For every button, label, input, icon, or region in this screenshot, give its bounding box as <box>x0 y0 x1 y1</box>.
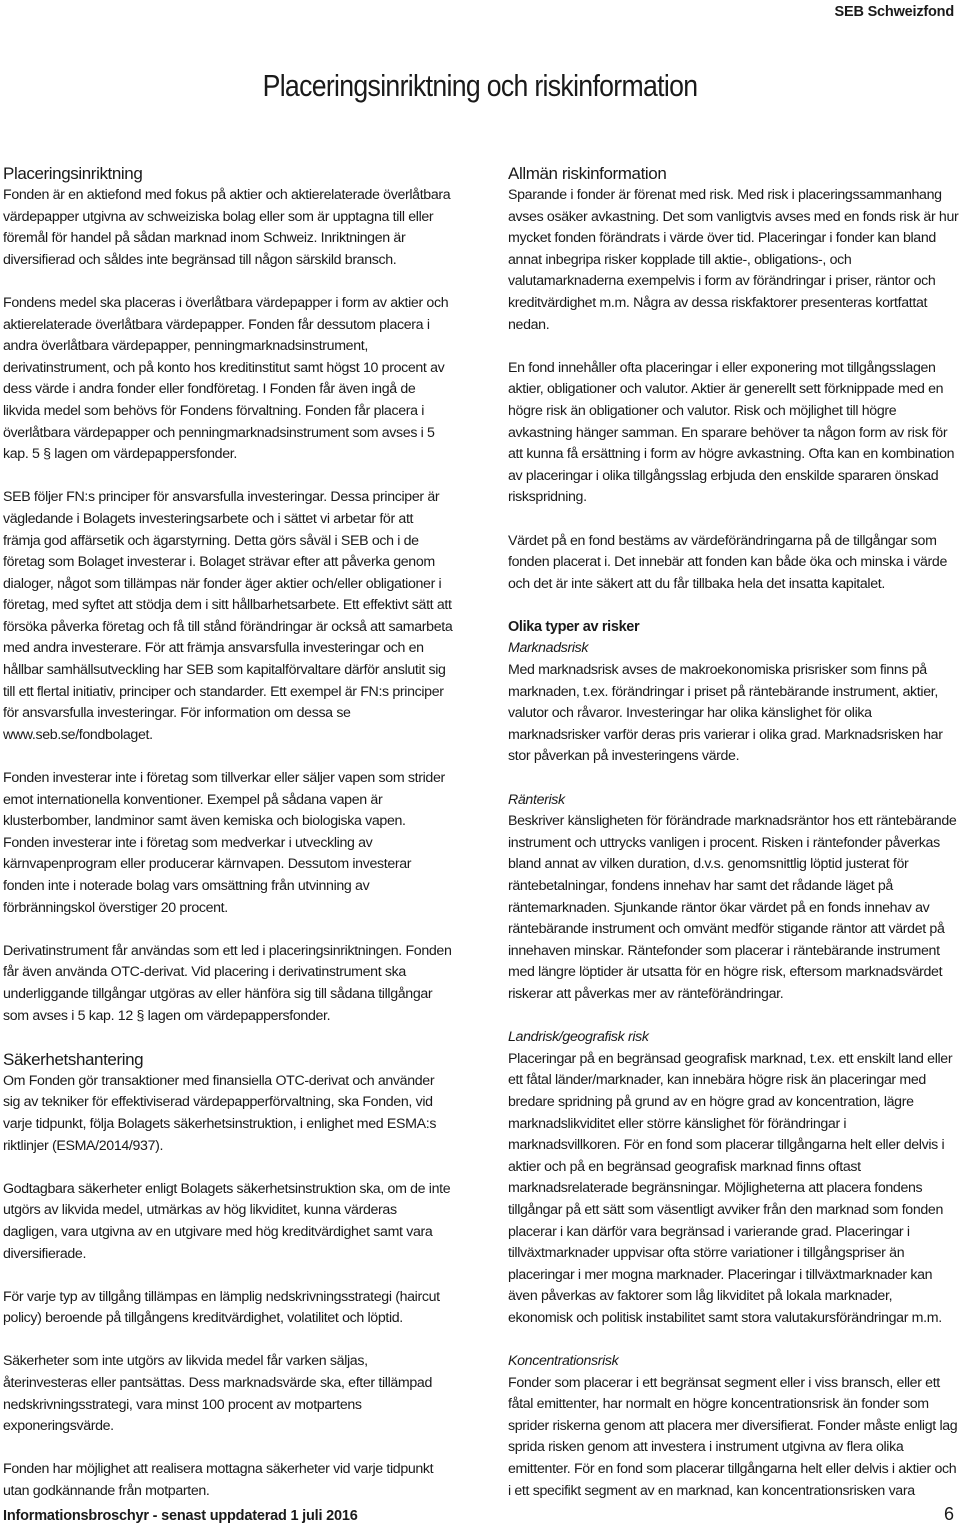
right-column <box>508 163 960 1502</box>
subheading-koncentrationsrisk: Koncentrationsrisk <box>508 1353 619 1370</box>
subheading-marknadsrisk: Marknadsrisk <box>508 640 589 657</box>
paragraph: Med marknadsrisk avses de makroekonomiska prisrisker som finns på marknaden, t.ex. förändringar i priset på räntebärande instrument, aktier, valutor och råvaror. Investeringar har olika känslighet för olika marknadsrisker varför deras pris varierar i olika grad. Marknadsrisken har stor påverkan på investeringens värde. <box>508 662 943 765</box>
paragraph: Sparande i fonder är förenat med risk. Med risk i placeringssammanhang avses osäker avkastning. Det som vanligtvis avses med en fonds risk är hur mycket fonden förändrats i värde över tid. Placeringar i fonder kan bland annat inbegripa risker kopplade till aktie-, obligations-, och valutamarknaderna exempelvis i form av förändringar i priser, räntor och kreditvärdighet m.m. Några av dessa riskfaktorer presenteras kortfattat nedan. <box>508 187 959 333</box>
heading-olika-typer-av-risker: Olika typer av risker <box>508 618 640 635</box>
paragraph: Godtagbara säkerheter enligt Bolagets säkerhetsinstruktion ska, om de inte utgörs av likvida medel, utmärkas av hög likviditet, kunna värderas dagligen, vara utgivna av en utgivare med hög kreditvärdighet samt vara diversifierade. <box>3 1180 451 1262</box>
paragraph: Fonden är en aktiefond med fokus på aktier och aktierelaterade överlåtbara värdepapper utgivna av schweiziska bolag eller som är upptagna till eller föremål för handel på sådan marknad inom Schweiz. Inriktningen är diversifierad och såldes inte begränsad till någon särskild bransch. <box>3 187 451 268</box>
page-title: Placeringsinriktning och riskinformation <box>262 68 698 103</box>
paragraph: Fondens medel ska placeras i överlåtbara värdepapper i form av aktier och aktierelaterade överlåtbara värdepapper. Fonden får dessutom placera i andra överlåtbara värdepapper, penningmarknadsinstrument, derivatinstrument, och på konto hos kreditinstitut samt högst 10 procent av dess värde i andra fonder eller fondföretag. I Fonden får även ingå de likvida medel som behövs för Fondens förvaltning. Fonden får placera i överlåtbara värdepapper och penningmarknadsinstrument som avses i 5 kap. 5 § lagen om värdepappersfonder. <box>3 294 449 463</box>
paragraph: Derivatinstrument får användas som ett led i placeringsinriktningen. Fonden får även använda OTC-derivat. Vid placering i derivatinstrument ska underliggande tillgångar utgöras av eller hänföra sig till sådana tillgångar som avses i 5 kap. 12 § lagen om värdepappersfonder. <box>3 942 452 1024</box>
paragraph: Fonder som placerar i ett begränsat segment eller i viss bransch, eller ett fåtal emittenter, har normalt en högre koncentrationsrisk än fonder som sprider riskerna genom att placera mer diversifierat. Fonder måste enligt lag sprida risken genom att investera i instrument utgivna av flera olika emittenter. För en fond som placerar tillgångarna helt eller delvis i aktier och i ett specifikt segment av en marknad, kan koncentrationsrisken vara <box>508 1374 958 1499</box>
heading-sakerhetshantering: Säkerhetshantering <box>3 1049 144 1069</box>
paragraph: Värdet på en fond bestäms av värdeförändringarna på de tillgångar som fonden placerat i. Det innebär att fonden kan både öka och minska i värde och det är inte säkert att du får tillbaka hela det insatta kapitalet. <box>508 532 947 592</box>
page-number: 6 <box>943 1504 954 1524</box>
brand-name: SEB Schweizfond <box>834 4 954 20</box>
paragraph: Om Fonden gör transaktioner med finansiella OTC-derivat och använder sig av tekniker för effektiviserad värdepapperförvaltning, ska Fonden, vid varje tidpunkt, följa Bolagets säkerhetsinstruktion, i enlighet med ESMA:s riktlinjer (ESMA/2014/937). <box>3 1072 437 1154</box>
paragraph: Säkerheter som inte utgörs av likvida medel får varken säljas, återinvesteras eller pantsättas. Dess marknadsvärde ska, efter tillämpad nedskrivningsstrategi, vara minst 100 procent av motpartens exponeringsvärde. <box>3 1353 433 1435</box>
paragraph: Fonden investerar inte i företag som tillverkar eller säljer vapen som strider emot internationella konventioner. Exempel på sådana vapen är klusterbomber, landminor samt även kemiska och biologiska vapen. Fonden investerar inte i företag som medverkar i utveckling av kärnvapenprogram eller producerar kärnvapen. Dessutom investerar fonden inte i noterade bolag vars omsättning från utvinning av förbränningskol överstiger 20 procent. <box>3 770 445 916</box>
heading-placeringsinriktning: Placeringsinriktning <box>3 164 143 183</box>
subheading-landrisk: Landrisk/geografisk risk <box>508 1029 649 1046</box>
paragraph: SEB följer FN:s principer för ansvarsfulla investeringar. Dessa principer är vägledande i Bolagets investeringsarbete och i sättet vi arbetar för att främja god affärsetik och ägarstyrning. Detta görs såväl i SEB och i de företag som Bolaget investerar i. Bolaget strävar efter att påverka genom dialoger, något som tillämpas när fonder äger aktier och/eller obligationer i företag, med syftet att stödja dem i sitt hållbarhetsarbete. Ett effektivt sätt att försöka påverka företag och få till stånd förändringar är också att samarbeta med andra investerare. För att främja ansvarsfulla investeringar och en hållbar samhällsutveckling har SEB som kapitalförvaltare därför anslutit sig till ett flertal initiativ, principer och standarder. Ett exempel är FN:s principer för ansvarsfulla investeringar. För information om dessa se www.seb.se/fondbolaget. <box>3 489 453 743</box>
paragraph: En fond innehåller ofta placeringar i eller exponering mot tillgångsslagen aktier, obligationer och valutor. Aktier är generellt sett förknippade med en högre risk än obligationer och valutor. Risk och möjlighet till högre avkastning hänger samman. En sparare behöver ta någon form av risk för att kunna få ersättning i form av högre avkastning. Ofta kan en kombination av placeringar i olika tillgångsslag erbjuda den enskilde spararen önskad riskspridning. <box>508 359 955 506</box>
paragraph: För varje typ av tillgång tillämpas en lämplig nedskrivningsstrategi (haircut policy) beroende på tillgångens kreditvärdighet, volatilitet och löptid. <box>3 1288 440 1327</box>
paragraph: Fonden har möjlighet att realisera mottagna säkerheter vid varje tidpunkt utan godkännande från motparten. <box>3 1461 434 1500</box>
footer-doc-info: Informationsbroschyr - senast uppdaterad 1 juli 2016 <box>3 1508 358 1524</box>
heading-allman-riskinformation: Allmän riskinformation <box>508 164 667 183</box>
left-column <box>3 163 453 1503</box>
subheading-ranterisk: Ränterisk <box>508 791 565 808</box>
paragraph: Beskriver känsligheten för förändrade marknadsräntor hos ett räntebärande instrument och uttrycks vanligen i procent. Risken i räntefonder påverkas bland annat av vilken duration, d.v.s. genomsnittlig löptid justerat för räntebetalningar, fondens innehav har samt det rådande läget på räntemarknaden. Sjunkande räntor ökar värdet på en fonds innehav av räntebärande instrument och omvänt medför stigande räntor att värdet på innehaven minskar. Räntefonder som placerar i räntebärande instrument med längre löptider är utsatta för en högre risk, eftersom marknadsvärdet riskerar att påverkas mer av ränteförändringar. <box>508 813 957 1002</box>
paragraph: Placeringar på en begränsad geografisk marknad, t.ex. ett enskilt land eller ett fåtal länder/marknader, kan innebära högre risk än placeringar med bredare spridning på grund av en högre grad av koncentration, lägre marknadslikviditet eller större känslighet för förändringar i marknadsvillkoren. För en fond som placerar tillgångarna helt eller delvis i aktier och på en begränsad geografisk marknad finns oftast marknadsrelaterade begränsningar. Möjligheterna att placera fondens tillgångar på ett sätt som väsentligt avviker från den marknad som fonden placerar i kan därför vara begränsad i varierande grad. Placeringar i tillväxtmarknader uppvisar ofta större variationer i tillgångspriser än placeringar i mer mogna marknader. Placeringar i tillväxtmarknader kan även påverkas av faktorer som låg likviditet på lokala marknader, ekonomisk och politisk instabilitet samt stora valutakursförändringar m.m. <box>508 1050 953 1326</box>
